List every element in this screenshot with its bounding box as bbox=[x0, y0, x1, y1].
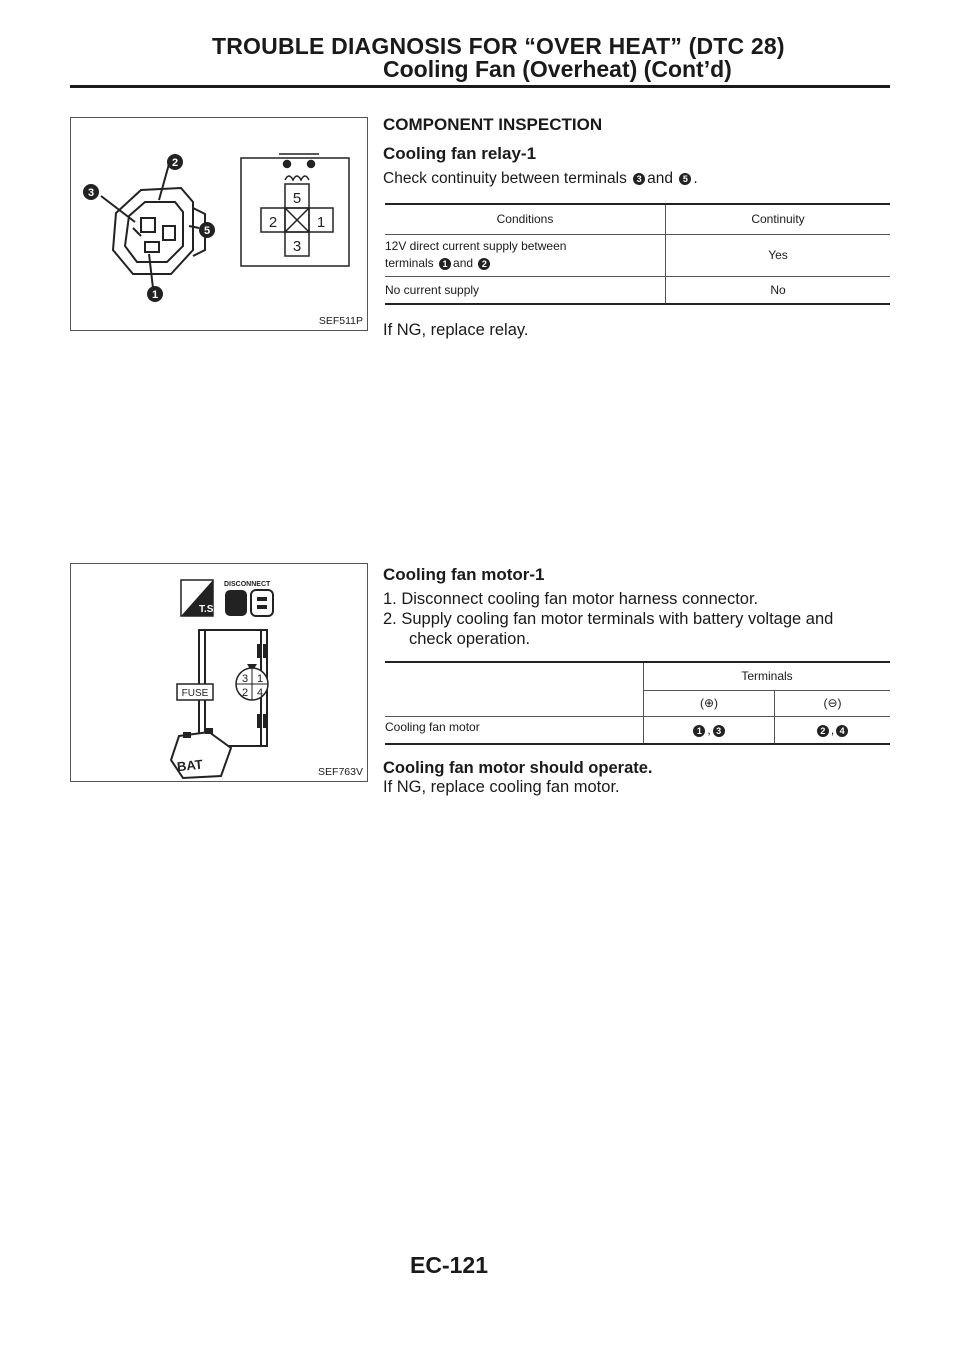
terminal-icon-2: 2 bbox=[478, 258, 490, 270]
ts-icon bbox=[181, 580, 216, 616]
relay-figure-caption: SEF511P bbox=[318, 315, 363, 327]
terminal-icon-1: 1 bbox=[693, 725, 705, 737]
comma: , bbox=[707, 722, 711, 737]
comma: , bbox=[830, 722, 835, 737]
relay-pin-3: 3 bbox=[292, 238, 302, 255]
condition-prefix: terminals bbox=[385, 256, 434, 270]
relay-note: If NG, replace relay. bbox=[383, 321, 529, 339]
relay-pin-1: 1 bbox=[316, 214, 326, 231]
table-blank-cell-2 bbox=[385, 690, 644, 716]
relay-figure bbox=[70, 117, 368, 331]
terminal-icon-4: 4 bbox=[836, 725, 848, 737]
table-row-supply-condition bbox=[385, 234, 666, 276]
table-row-supply-value: Yes bbox=[768, 248, 788, 262]
motor-figure bbox=[70, 563, 368, 782]
disconnect-label: DISCONNECT bbox=[224, 581, 271, 588]
relay-intro-end: . bbox=[693, 170, 698, 187]
relay-title: Cooling fan relay-1 bbox=[383, 144, 537, 163]
relay-diagram bbox=[71, 118, 367, 330]
motor-pin-1: 1 bbox=[256, 673, 264, 685]
motor-terminals-table bbox=[385, 661, 890, 745]
motor-result: Cooling fan motor should operate. bbox=[383, 759, 653, 777]
terminal-icon-1: 1 bbox=[439, 258, 451, 270]
motor-note: If NG, replace cooling fan motor. bbox=[383, 778, 620, 796]
motor-step-1: 1. Disconnect cooling fan motor harness connector. bbox=[383, 590, 759, 608]
relay-pin-5: 5 bbox=[292, 190, 302, 207]
terminal-icon-5: 5 bbox=[679, 173, 691, 185]
motor-step-2: 2. Supply cooling fan motor terminals with battery voltage and bbox=[383, 610, 834, 628]
table-positive-terminals bbox=[644, 716, 775, 744]
motor-pin-3: 3 bbox=[241, 673, 249, 685]
relay-continuity-table bbox=[385, 203, 890, 305]
section-title: COMPONENT INSPECTION bbox=[383, 115, 603, 134]
table-row-nocurrent-value: No bbox=[770, 282, 786, 297]
header-rule bbox=[70, 85, 890, 88]
terminal-icon-3: 3 bbox=[713, 725, 725, 737]
table-row-label: Cooling fan motor bbox=[385, 716, 644, 744]
terminal-icon-3: 3 bbox=[633, 173, 645, 185]
table-row-nocurrent-condition: No current supply bbox=[385, 276, 666, 304]
condition-and: and bbox=[453, 256, 474, 270]
table-header-terminals: Terminals bbox=[644, 662, 891, 690]
page-header-subtitle: Cooling Fan (Overheat) (Cont’d) bbox=[383, 56, 732, 82]
ts-label: T.S. bbox=[199, 604, 217, 615]
table-header-positive: (⊕) bbox=[644, 690, 775, 716]
callout-1: 1 bbox=[151, 289, 159, 301]
disconnect-icon bbox=[225, 590, 273, 616]
motor-connector bbox=[236, 668, 268, 700]
relay-pin-2: 2 bbox=[268, 214, 278, 231]
table-header-conditions: Conditions bbox=[385, 204, 666, 234]
callout-2: 2 bbox=[171, 157, 179, 169]
relay-intro-prefix: Check continuity between terminals bbox=[383, 170, 627, 187]
relay-intro bbox=[383, 170, 698, 188]
table-header-negative: (⊖) bbox=[823, 696, 842, 710]
condition-line1: 12V direct current supply between bbox=[385, 239, 567, 253]
motor-pin-4: 4 bbox=[256, 687, 264, 699]
terminal-icon-2: 2 bbox=[817, 725, 829, 737]
relay-intro-and: and bbox=[647, 170, 674, 187]
motor-pin-2: 2 bbox=[241, 687, 249, 699]
callout-3: 3 bbox=[87, 187, 95, 199]
table-negative-terminals bbox=[775, 716, 891, 744]
motor-title: Cooling fan motor-1 bbox=[383, 565, 545, 584]
motor-figure-caption: SEF763V bbox=[318, 766, 363, 778]
motor-diagram bbox=[71, 564, 367, 781]
table-header-continuity: Continuity bbox=[751, 212, 805, 227]
callout-5: 5 bbox=[203, 225, 211, 237]
page-header-title: TROUBLE DIAGNOSIS FOR “OVER HEAT” (DTC 28) bbox=[212, 33, 785, 59]
motor-step-2-cont: check operation. bbox=[409, 630, 531, 648]
table-blank-cell bbox=[385, 662, 644, 690]
battery-label: BAT bbox=[176, 756, 204, 775]
page-number: EC-121 bbox=[410, 1252, 488, 1278]
fuse-label: FUSE bbox=[181, 688, 209, 699]
